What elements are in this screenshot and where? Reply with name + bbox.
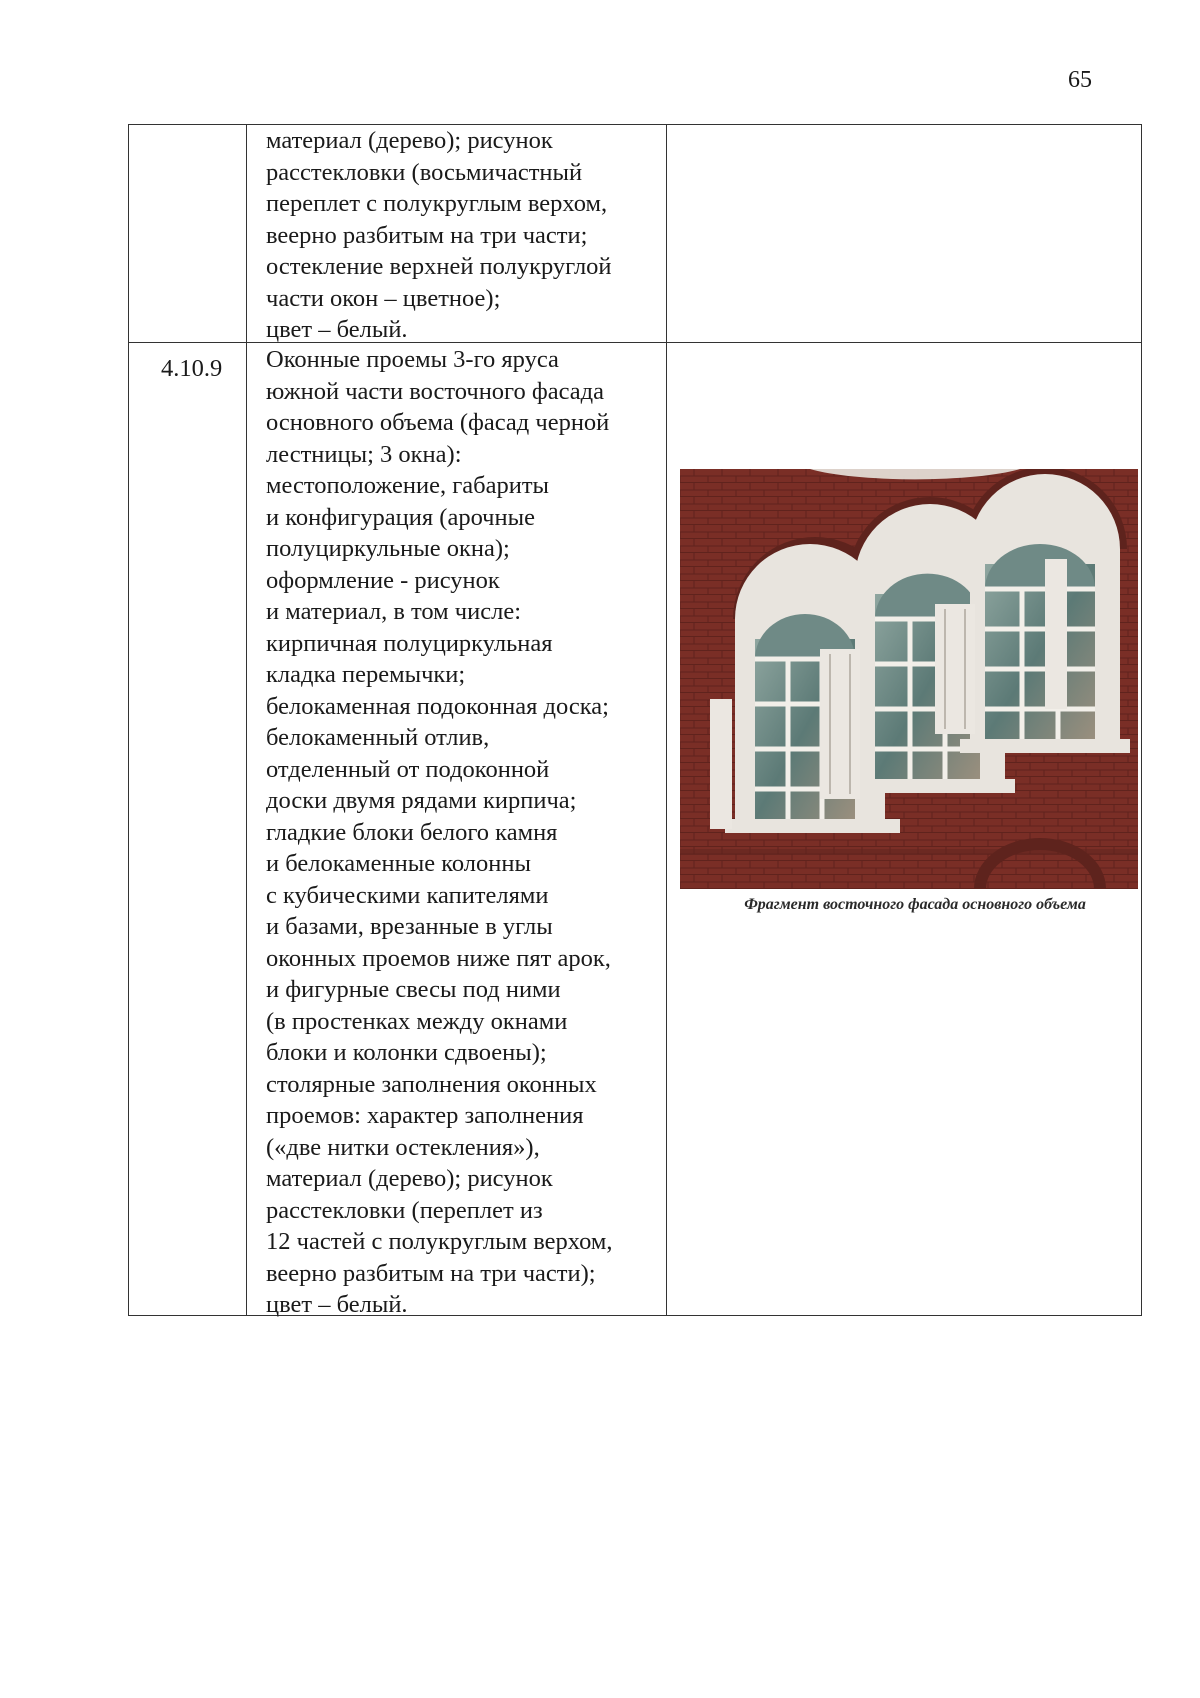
text-line: Оконные проемы 3-го яруса	[266, 346, 559, 373]
text-line: блоки и колонки сдвоены);	[266, 1039, 547, 1066]
text-line: (в простенках между окнами	[266, 1007, 568, 1035]
text-line: доски двумя рядами кирпича;	[266, 787, 577, 814]
text-line: лестницы; 3 окна):	[266, 440, 462, 468]
number-cell	[128, 125, 246, 343]
page-number: 65	[1068, 67, 1092, 93]
text-line: и материал, в том числе:	[266, 598, 522, 625]
text-line: и конфигурация (арочные	[266, 503, 535, 531]
text-line: расстекловки (переплет из	[266, 1196, 543, 1224]
table-row	[128, 342, 1142, 1316]
image-cell	[666, 125, 1142, 343]
description-text	[266, 344, 666, 1321]
text-line: цвет – белый.	[266, 316, 408, 343]
table	[128, 124, 1142, 1318]
table-row	[128, 124, 1142, 343]
text-line: местоположение, габариты	[266, 472, 550, 499]
text-line: («две нитки остекления»),	[266, 1133, 540, 1161]
text-line: проемов: характер заполнения	[266, 1102, 584, 1129]
text-line: отделенный от подоконной	[266, 755, 550, 783]
text-line: столярные заполнения оконных	[266, 1070, 597, 1098]
text-line: белокаменная подоконная доска;	[266, 692, 609, 720]
facade-photo	[680, 469, 1138, 889]
text-line: кирпичная полуциркульная	[266, 629, 553, 657]
row-number: 4.10.9	[161, 355, 223, 382]
text-line: 12 частей с полукруглым верхом,	[266, 1228, 613, 1255]
text-line: основного объема (фасад черной	[266, 409, 610, 436]
text-line: материал (дерево); рисунок	[266, 127, 553, 154]
text-line: оформление - рисунок	[266, 566, 500, 594]
figure-caption: Фрагмент восточного фасада основного объема	[744, 896, 1086, 913]
text-line: веерно разбитым на три части;	[266, 221, 588, 249]
text-line: оконных проемов ниже пят арок,	[266, 944, 611, 972]
number-cell	[128, 343, 246, 1315]
text-line: гладкие блоки белого камня	[266, 818, 558, 846]
text-line: южной части восточного фасада	[266, 377, 604, 405]
description-text	[266, 125, 666, 346]
text-line: кладка перемычки;	[266, 661, 466, 688]
text-line: с кубическими капителями	[266, 881, 549, 909]
text-line: и фигурные свесы под ними	[266, 976, 561, 1003]
text-line: полуциркульные окна);	[266, 535, 510, 562]
text-line: переплет с полукруглым верхом,	[266, 190, 608, 217]
text-line: материал (дерево); рисунок	[266, 1165, 553, 1192]
text-line: и базами, врезанные в углы	[266, 913, 553, 940]
text-line: цвет – белый.	[266, 1291, 408, 1318]
text-line: части окон – цветное);	[266, 284, 501, 312]
text-line: и белокаменные колонны	[266, 850, 531, 877]
text-line: расстекловки (восьмичастный	[266, 158, 583, 186]
text-line: веерно разбитым на три части);	[266, 1259, 596, 1287]
text-line: остекление верхней полукруглой	[266, 253, 612, 280]
text-line: белокаменный отлив,	[266, 724, 490, 751]
